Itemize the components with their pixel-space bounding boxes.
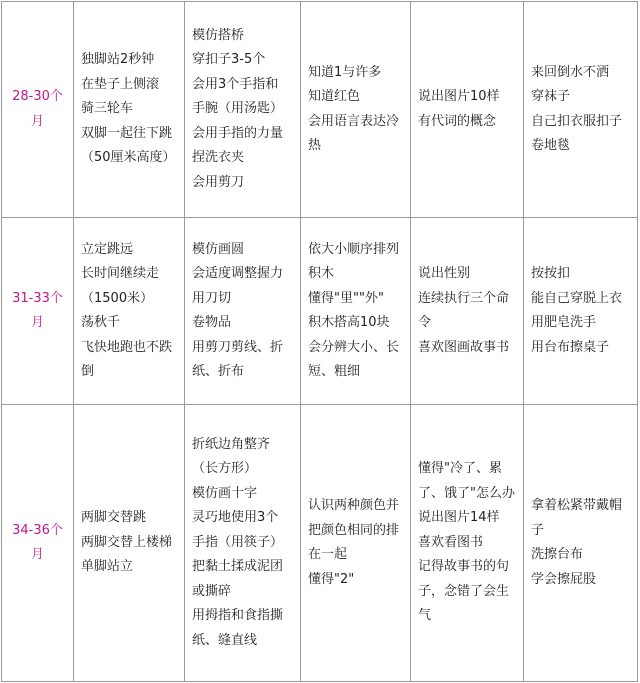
skill-text: 会适度调整握力 <box>192 266 284 281</box>
skill-text: 令 <box>418 315 432 330</box>
skill-text: 短、粗细 <box>308 364 361 379</box>
table-row <box>2 405 638 682</box>
age-range-text: 34-36个 <box>12 522 63 538</box>
skill-text: 把黏土揉成泥团 <box>192 559 284 575</box>
skill-text: 会用3个手指和 <box>192 76 279 92</box>
age-range-text: 31-33个 <box>12 290 63 306</box>
age-range-text: 月 <box>30 547 44 562</box>
skill-text: 了、饿了"怎么办 <box>418 485 515 501</box>
skill-text: 知道1与许多 <box>308 64 382 80</box>
age-range-cell <box>2 2 74 218</box>
skill-text: 卷地毯 <box>531 138 571 153</box>
skill-text: 用肥皂洗手 <box>531 315 597 330</box>
skill-text: 喜欢图画故事书 <box>418 339 510 355</box>
skill-cell-self-care <box>524 405 638 682</box>
skill-text: 立定跳远 <box>81 241 134 257</box>
skill-cell-motor <box>74 218 185 405</box>
skill-text: 用剪刀剪线、折 <box>192 339 284 355</box>
skill-text: 懂得"冷了、累 <box>418 461 502 477</box>
skill-text: 荡秋千 <box>81 315 121 330</box>
skill-text: 卷物品 <box>192 315 232 330</box>
skill-text: 自己扣衣服扣子 <box>531 113 623 129</box>
skill-text: 模仿搭桥 <box>192 27 245 43</box>
skill-text: 单脚站立 <box>81 559 134 575</box>
skill-text: 飞快地跑也不跌 <box>81 339 173 355</box>
skill-cell-self-care <box>524 2 638 218</box>
skill-text: 模仿画圆 <box>192 241 245 257</box>
skill-text: 用拇指和食指撕 <box>192 608 284 624</box>
age-range-text: 月 <box>30 113 44 129</box>
skill-text: 认识两种颜色并 <box>308 498 400 513</box>
skill-text: 把颜色相同的排 <box>308 522 400 538</box>
skill-text: 拿着松紧带戴帽 <box>531 498 623 513</box>
skill-text: 子 <box>531 522 545 538</box>
skill-text: 手指（用筷子） <box>192 534 284 550</box>
skill-text: 积木 <box>308 266 335 281</box>
skill-text: 洗擦台布 <box>531 547 584 562</box>
skill-text: 会分辨大小、长 <box>308 339 400 355</box>
skill-text: 折纸边角整齐 <box>192 436 271 452</box>
skill-text: 说出图片10样 <box>418 89 500 104</box>
skill-text: 会用语言表达冷 <box>308 113 400 129</box>
skill-text: 倒 <box>81 364 95 379</box>
skill-cell-fine-motor <box>185 218 301 405</box>
skill-text: （50厘米高度） <box>81 150 176 166</box>
skill-text: 双脚一起往下跳 <box>81 125 173 141</box>
skill-text: 长时间继续走 <box>81 266 160 281</box>
skill-text: 积木搭高10块 <box>308 315 390 330</box>
skill-text: 有代词的概念 <box>418 113 497 129</box>
skill-text: 纸、折布 <box>192 364 245 379</box>
skill-text: 来回倒水不洒 <box>531 64 610 80</box>
skill-text: 或撕碎 <box>192 583 232 599</box>
skill-cell-fine-motor <box>185 405 301 682</box>
skill-text: 懂得"里""外" <box>308 290 384 306</box>
skill-text: 穿袜子 <box>531 89 571 104</box>
skill-cell-language <box>411 2 524 218</box>
skill-cell-motor <box>74 405 185 682</box>
age-range-text: 月 <box>30 315 44 330</box>
skill-text: 用台布擦桌子 <box>531 339 610 355</box>
skill-cell-cognition <box>301 405 411 682</box>
skill-text: 手腕（用汤匙） <box>192 101 284 117</box>
skill-text: 气 <box>418 608 432 624</box>
skill-text: 两脚交替上楼梯 <box>81 534 173 550</box>
skill-text: 用刀切 <box>192 290 232 306</box>
skill-text: 子，念错了会生 <box>418 583 510 599</box>
skill-text: 记得故事书的句 <box>418 559 510 575</box>
age-range-cell <box>2 218 74 405</box>
skill-text: （1500米） <box>81 290 154 306</box>
skill-text: 在一起 <box>308 547 348 562</box>
skill-text: 捏洗衣夹 <box>192 150 245 166</box>
skill-cell-cognition <box>301 218 411 405</box>
skill-text: 喜欢看图书 <box>418 534 484 550</box>
skill-text: 会用手指的力量 <box>192 125 284 141</box>
skill-text: 独脚站2秒钟 <box>81 52 155 68</box>
age-range-text: 28-30个 <box>12 89 63 104</box>
skill-text: 连续执行三个命 <box>418 290 510 306</box>
skill-text: 说出性别 <box>418 266 471 281</box>
skill-text: 按按扣 <box>531 266 571 281</box>
age-range-cell <box>2 405 74 682</box>
skill-text: 灵巧地使用3个 <box>192 510 279 526</box>
skill-text: 懂得"2" <box>308 571 355 587</box>
skill-text: 模仿画十字 <box>192 485 258 501</box>
skill-text: 骑三轮车 <box>81 101 134 117</box>
skill-text: 知道红色 <box>308 89 361 104</box>
skill-text: 纸、缝直线 <box>192 632 258 648</box>
skill-text: （长方形） <box>192 461 258 477</box>
skill-cell-cognition <box>301 2 411 218</box>
skill-text: 穿扣子3-5个 <box>192 52 266 68</box>
milestone-table <box>1 1 638 682</box>
skill-cell-motor <box>74 2 185 218</box>
skill-text: 热 <box>308 138 322 153</box>
skill-cell-language <box>411 218 524 405</box>
skill-text: 两脚交替跳 <box>81 510 147 526</box>
skill-cell-self-care <box>524 218 638 405</box>
skill-cell-language <box>411 405 524 682</box>
skill-text: 在垫子上侧滚 <box>81 76 160 92</box>
table-row <box>2 218 638 405</box>
skill-text: 依大小顺序排列 <box>308 241 400 257</box>
skill-text: 说出图片14样 <box>418 510 500 526</box>
skill-text: 能自己穿脱上衣 <box>531 290 623 306</box>
skill-cell-fine-motor <box>185 2 301 218</box>
table-row <box>2 2 638 218</box>
skill-text: 学会擦屁股 <box>531 571 597 587</box>
skill-text: 会用剪刀 <box>192 174 245 190</box>
